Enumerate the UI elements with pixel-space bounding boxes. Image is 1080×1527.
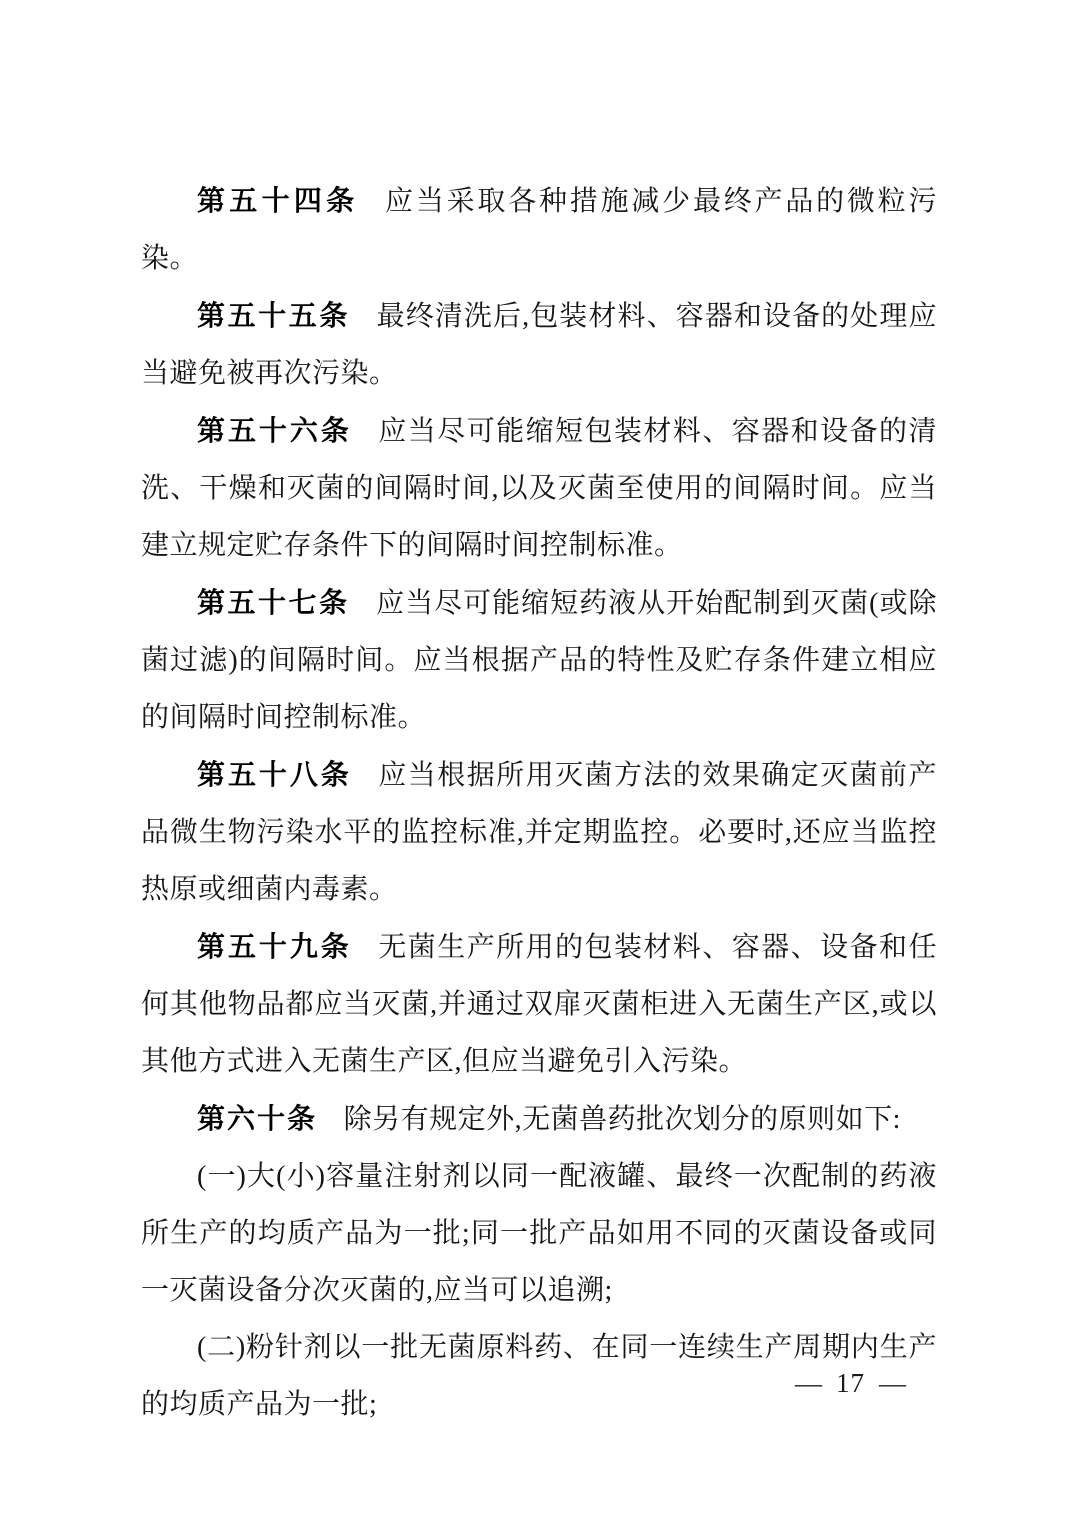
article-number-label: 第五十七条	[197, 587, 350, 618]
article-number-label: 第五十八条	[197, 759, 352, 790]
article-paragraph	[141, 746, 937, 918]
page-number-value: 17	[836, 1368, 865, 1398]
article-paragraph	[141, 287, 937, 402]
article-number-label: 第六十条	[197, 1103, 318, 1134]
article-number-label: 第五十九条	[197, 931, 352, 962]
clause-text: (一)大(小)容量注射剂以同一配液罐、最终一次配制的药液所生产的均质产品为一批;同一批产品如用不同的灭菌设备或同一灭菌设备分次灭菌的,应当可以追溯;	[141, 1161, 937, 1306]
article-paragraph	[141, 402, 937, 574]
article-paragraph	[141, 172, 937, 287]
article-text: 最终清洗后,包装材料、容器和设备的处理应当避免被再次污染。	[141, 301, 937, 389]
article-text: 除另有规定外,无菌兽药批次划分的原则如下:	[343, 1104, 901, 1135]
clause-text: (二)粉针剂以一批无菌原料药、在同一连续生产周期内生产的均质产品为一批;	[141, 1332, 937, 1420]
document-body	[141, 172, 937, 1433]
article-paragraph	[141, 1090, 937, 1148]
article-text: 应当尽可能缩短包装材料、容器和设备的清洗、干燥和灭菌的间隔时间,以及灭菌至使用的间隔时间。应当建立规定贮存条件下的间隔时间控制标准。	[141, 416, 937, 561]
article-text: 无菌生产所用的包装材料、容器、设备和任何其他物品都应当灭菌,并通过双扉灭菌柜进入无菌生产区,或以其他方式进入无菌生产区,但应当避免引入污染。	[141, 932, 937, 1077]
article-number-label: 第五十五条	[197, 300, 350, 331]
article-number-label: 第五十四条	[197, 185, 359, 216]
page-number-dash-left: —	[795, 1368, 822, 1398]
article-paragraph	[141, 574, 937, 746]
article-text: 应当尽可能缩短药液从开始配制到灭菌(或除菌过滤)的间隔时间。应当根据产品的特性及贮存条件建立相应的间隔时间控制标准。	[141, 588, 937, 733]
article-paragraph	[141, 918, 937, 1090]
page-number-dash-right: —	[879, 1368, 906, 1398]
page-number	[781, 1363, 920, 1403]
article-text: 应当根据所用灭菌方法的效果确定灭菌前产品微生物污染水平的监控标准,并定期监控。必要时,还应当监控热原或细菌内毒素。	[141, 760, 937, 905]
article-text: 应当采取各种措施减少最终产品的微粒污染。	[141, 186, 937, 274]
article-number-label: 第五十六条	[197, 415, 352, 446]
clause-paragraph	[141, 1148, 937, 1319]
